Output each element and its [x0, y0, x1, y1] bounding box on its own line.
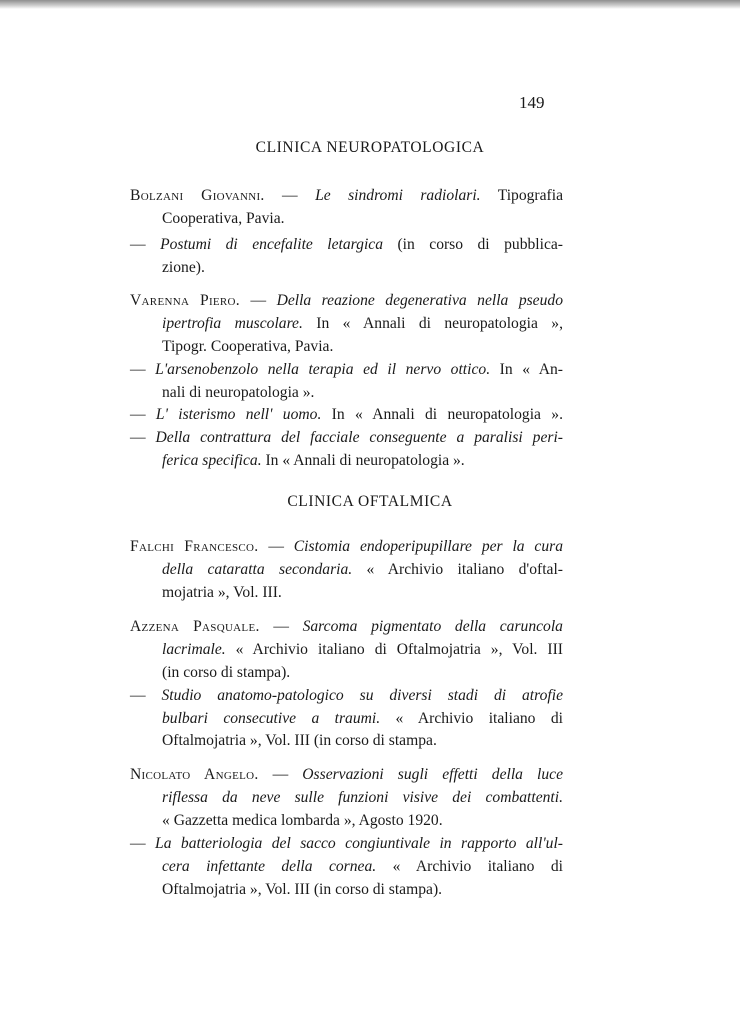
work-title: Della reazione degenerativa nella pseudo: [276, 292, 563, 309]
work-title: Studio anatomo-patologico su diversi stadi di atrofie: [161, 687, 563, 704]
citation-text: —: [258, 538, 294, 555]
bibliography-line: [130, 536, 563, 558]
author-name: Nicolato Angelo.: [130, 766, 259, 783]
work-title: Le sindromi radiolari.: [315, 187, 481, 204]
bibliography-line: [162, 810, 443, 832]
bibliography-line: [162, 856, 563, 878]
citation-text: —: [240, 292, 277, 309]
bibliography-line: [162, 450, 465, 472]
citation-text: Oftalmojatria », Vol. III (in corso di stampa.: [162, 732, 437, 749]
author-name: Falchi Francesco.: [130, 538, 259, 555]
bibliography-line: [162, 382, 314, 404]
bibliography-line: [162, 708, 563, 730]
scan-edge-shadow: [0, 0, 740, 9]
citation-text: In « Annali di neuropatologia ».: [261, 452, 465, 469]
citation-text: —: [130, 406, 156, 423]
work-title: L'arsenobenzolo nella terapia ed il nervo ottico.: [155, 361, 491, 378]
citation-text: Oftalmojatria », Vol. III (in corso di stampa).: [162, 881, 443, 898]
author-name: Bolzani Giovanni.: [130, 187, 265, 204]
work-title: La batteriologia del sacco congiuntivale in rapporto all'ul-: [155, 835, 563, 852]
work-title: bulbari consecutive a traumi.: [162, 710, 381, 727]
author-name: Varenna Piero.: [130, 292, 241, 309]
citation-text: —: [130, 361, 156, 378]
citation-text: (in corso di pubblica-: [383, 236, 563, 253]
citation-text: —: [259, 618, 303, 635]
citation-text: Tipogr. Cooperativa, Pavia.: [162, 338, 334, 355]
citation-text: In « Annali di neuropatologia »,: [302, 315, 563, 332]
bibliography-line: [162, 208, 285, 230]
citation-text: —: [258, 766, 303, 783]
citation-text: « Archivio italiano di: [380, 710, 563, 727]
citation-text: mojatria », Vol. III.: [162, 584, 282, 601]
bibliography-line: [130, 290, 563, 312]
bibliography-line: [130, 185, 563, 207]
bibliography-line: [162, 582, 282, 604]
bibliography-line: [130, 616, 563, 638]
citation-text: Cooperativa, Pavia.: [162, 210, 285, 227]
work-title: lacrimale.: [162, 641, 226, 658]
citation-text: « Archivio italiano d'oftal-: [352, 561, 563, 578]
citation-text: —: [130, 835, 156, 852]
bibliography-line: [162, 879, 442, 901]
bibliography-line: [162, 730, 437, 752]
bibliography-line: [130, 404, 563, 426]
bibliography-line: [162, 662, 290, 684]
citation-text: « Archivio italiano di: [376, 858, 564, 875]
citation-text: zione).: [162, 259, 205, 276]
work-title: L' isterismo nell' uomo.: [155, 406, 322, 423]
bibliography-line: [130, 833, 563, 855]
bibliography-line: [162, 257, 205, 279]
citation-text: In « Annali di neuropatologia ».: [321, 406, 563, 423]
work-title: ipertrofia muscolare.: [162, 315, 303, 332]
bibliography-line: [130, 764, 563, 786]
citation-text: « Gazzetta medica lombarda », Agosto 1920.: [162, 812, 443, 829]
citation-text: « Archivio italiano di Oftalmojatria », Vol. III: [225, 641, 563, 658]
page-number: 149: [519, 93, 545, 112]
bibliography-line: [130, 685, 563, 707]
work-title: Cistomia endoperipupillare per la cura: [293, 538, 564, 555]
bibliography-line: [162, 787, 563, 809]
bibliography-line: [130, 359, 563, 381]
work-title: riflessa da neve sulle funzioni visive dei combattenti.: [162, 789, 563, 806]
citation-text: Tipografia: [480, 187, 563, 204]
bibliography-line: [162, 313, 563, 335]
section-heading-neuropatologica: CLINICA NEUROPATOLOGICA: [255, 139, 485, 156]
citation-text: —: [130, 236, 161, 253]
work-title: Sarcoma pigmentato della caruncola: [302, 618, 563, 635]
work-title: Della contrattura del facciale conseguente a paralisi peri-: [155, 429, 563, 446]
work-title: della cataratta secondaria.: [162, 561, 353, 578]
citation-text: —: [130, 687, 162, 704]
bibliography-line: [130, 427, 563, 449]
work-title: Osservazioni sugli effetti della luce: [302, 766, 563, 783]
citation-text: —: [264, 187, 316, 204]
work-title: ferica specifica.: [162, 452, 262, 469]
work-title: cera infettante della cornea.: [162, 858, 377, 875]
bibliography-line: [130, 234, 563, 256]
citation-text: —: [130, 429, 156, 446]
citation-text: In « An-: [490, 361, 563, 378]
bibliography-line: [162, 639, 563, 661]
citation-text: (in corso di stampa).: [162, 664, 291, 681]
bibliography-line: [162, 559, 563, 581]
work-title: Postumi di encefalite letargica: [160, 236, 384, 253]
citation-text: nali di neuropatologia ».: [162, 384, 315, 401]
author-name: Azzena Pasquale.: [130, 618, 260, 635]
section-heading-oftalmica: CLINICA OFTALMICA: [287, 493, 453, 510]
bibliography-line: [162, 336, 333, 358]
